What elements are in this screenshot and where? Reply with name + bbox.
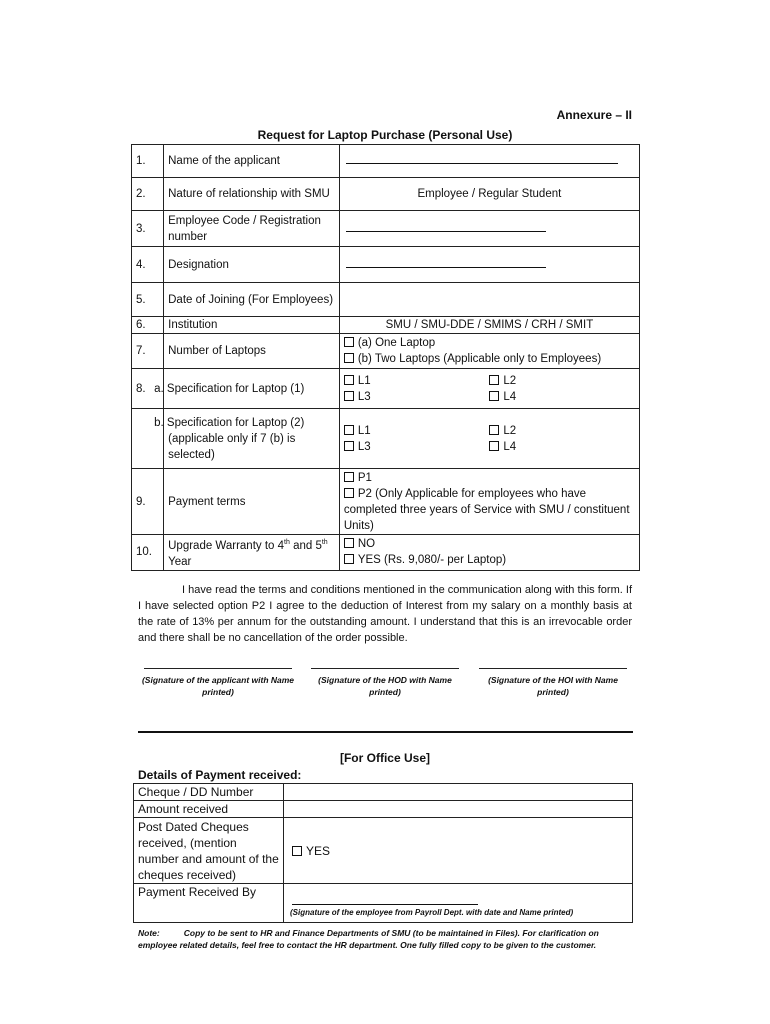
office-row-received-by <box>134 884 633 923</box>
payment-terms-options <box>339 469 639 535</box>
checkbox-icon[interactable] <box>344 337 354 347</box>
office-row-post-dated <box>134 818 633 884</box>
applicant-signature-line[interactable] <box>144 668 292 669</box>
post-dated-cheques-label: Post Dated Cheques received, (mention number and amount of the cheques received) <box>134 818 284 884</box>
spec-laptop-2-label: b. Specification for Laptop (2) (applicable only if 7 (b) is selected) <box>164 409 340 469</box>
annexure-label: Annexure – II <box>556 108 632 122</box>
relationship-value: Employee / Regular Student <box>339 178 639 211</box>
warranty-options <box>339 535 639 571</box>
payroll-signature-line[interactable] <box>292 890 478 905</box>
row-number: 6. <box>132 317 164 334</box>
form-row-4 <box>132 247 640 283</box>
option-l3[interactable]: L3 <box>344 441 371 453</box>
office-row-amount <box>134 801 633 818</box>
institution-value: SMU / SMU-DDE / SMIMS / CRH / SMIT <box>339 317 639 334</box>
checkbox-icon[interactable] <box>344 538 354 548</box>
option-no[interactable]: NO <box>344 536 635 552</box>
office-use-heading: [For Office Use] <box>339 751 430 765</box>
option-l1[interactable]: L1 <box>344 425 371 437</box>
applicant-signature-caption: (Signature of the applicant with Name printed) <box>141 675 295 697</box>
designation-field[interactable] <box>339 247 639 283</box>
option-l2[interactable]: L2 <box>489 375 516 387</box>
form-row-8b <box>132 409 640 469</box>
option-l2[interactable]: L2 <box>489 425 516 437</box>
option-one-laptop[interactable]: (a) One Laptop <box>344 335 635 351</box>
row-number: 5. <box>132 283 164 317</box>
hoi-signature-caption: (Signature of the HOI with Name printed) <box>488 675 618 697</box>
option-p2[interactable]: P2 (Only Applicable for employees who have completed three years of Service with SMU / constituent Units) <box>343 487 630 532</box>
cheque-number-label: Cheque / DD Number <box>134 784 284 801</box>
option-l3[interactable]: L3 <box>344 391 371 403</box>
declaration-text: I have read the terms and conditions mentioned in the communication along with this form. If I have selected option P2 I agree to the deduction of Interest from my salary on a monthly basis at the rate of 13% per annum for the outstanding amount. I understand that this is an irrevocable order and there shall be no cancellation of the order possible. <box>138 584 632 644</box>
spec-laptop-1-options <box>339 369 639 409</box>
checkbox-icon[interactable] <box>344 375 354 385</box>
payment-terms-label: Payment terms <box>164 469 340 535</box>
joining-date-label: Date of Joining (For Employees) <box>164 283 340 317</box>
row-number: 10. <box>132 535 164 571</box>
form-row-5 <box>132 283 640 317</box>
checkbox-icon[interactable] <box>344 472 354 482</box>
form-row-9 <box>132 469 640 535</box>
checkbox-icon[interactable] <box>489 391 499 401</box>
hod-signature-line[interactable] <box>311 668 459 669</box>
checkbox-icon[interactable] <box>344 391 354 401</box>
amount-received-field[interactable] <box>284 801 633 818</box>
option-two-laptops[interactable]: (b) Two Laptops (Applicable only to Employees) <box>344 351 635 367</box>
checkbox-icon[interactable] <box>344 488 354 498</box>
checkbox-icon[interactable] <box>489 441 499 451</box>
employee-code-label: Employee Code / Registration number <box>164 211 340 247</box>
form-row-8a <box>132 369 640 409</box>
employee-code-field[interactable] <box>339 211 639 247</box>
row-number: 9. <box>132 469 164 535</box>
warranty-label: Upgrade Warranty to 4th and 5th Year <box>164 535 340 571</box>
row-number: 7. <box>132 334 164 369</box>
payment-details-title: Details of Payment received: <box>138 768 302 782</box>
row-number: 4. <box>132 247 164 283</box>
row-number: 3. <box>132 211 164 247</box>
form-row-10 <box>132 535 640 571</box>
checkbox-icon[interactable] <box>344 441 354 451</box>
laptop-count-label: Number of Laptops <box>164 334 340 369</box>
checkbox-icon[interactable] <box>344 554 354 564</box>
payment-received-by-field[interactable] <box>284 884 633 923</box>
checkbox-icon[interactable] <box>489 375 499 385</box>
form-row-1 <box>132 145 640 178</box>
designation-label: Designation <box>164 247 340 283</box>
applicant-name-field[interactable] <box>339 145 639 178</box>
relationship-label: Nature of relationship with SMU <box>164 178 340 211</box>
option-l4[interactable]: L4 <box>489 391 516 403</box>
form-title: Request for Laptop Purchase (Personal Use) <box>257 128 513 142</box>
checkbox-icon[interactable] <box>292 846 302 856</box>
form-row-7 <box>132 334 640 369</box>
option-p1[interactable]: P1 <box>344 470 635 486</box>
office-row-cheque <box>134 784 633 801</box>
option-yes[interactable]: YES (Rs. 9,080/- per Laptop) <box>344 552 635 568</box>
laptop-count-options <box>339 334 639 369</box>
payment-received-by-label: Payment Received By <box>134 884 284 923</box>
row-number: 1. <box>132 145 164 178</box>
checkbox-icon[interactable] <box>344 425 354 435</box>
hod-signature-caption: (Signature of the HOD with Name printed) <box>318 675 452 697</box>
section-divider <box>138 731 633 733</box>
note-text: Note: Copy to be sent to HR and Finance Departments of SMU (to be maintained in Files). For clarification on employee related details, feel free to contact the HR department. One fully filled copy to be given to the customer. <box>138 928 599 950</box>
spec-laptop-2-options <box>339 409 639 469</box>
form-row-6 <box>132 317 640 334</box>
joining-date-field[interactable] <box>339 283 639 317</box>
amount-received-label: Amount received <box>134 801 284 818</box>
hoi-signature-line[interactable] <box>479 668 627 669</box>
row-number: 2. <box>132 178 164 211</box>
form-row-2 <box>132 178 640 211</box>
cheque-number-field[interactable] <box>284 784 633 801</box>
office-use-table <box>133 783 633 923</box>
form-row-3 <box>132 211 640 247</box>
option-l1[interactable]: L1 <box>344 375 371 387</box>
row-number: 8. <box>132 369 164 409</box>
payroll-signature-caption: (Signature of the employee from Payroll Dept. with date and Name printed) <box>290 908 574 917</box>
request-form-table <box>131 144 640 571</box>
checkbox-icon[interactable] <box>344 353 354 363</box>
institution-label: Institution <box>164 317 340 334</box>
checkbox-icon[interactable] <box>489 425 499 435</box>
option-l4[interactable]: L4 <box>489 441 516 453</box>
spec-laptop-1-label: a. Specification for Laptop (1) <box>164 369 340 409</box>
applicant-name-label: Name of the applicant <box>164 145 340 178</box>
post-dated-yes-option[interactable]: YES <box>284 818 633 884</box>
